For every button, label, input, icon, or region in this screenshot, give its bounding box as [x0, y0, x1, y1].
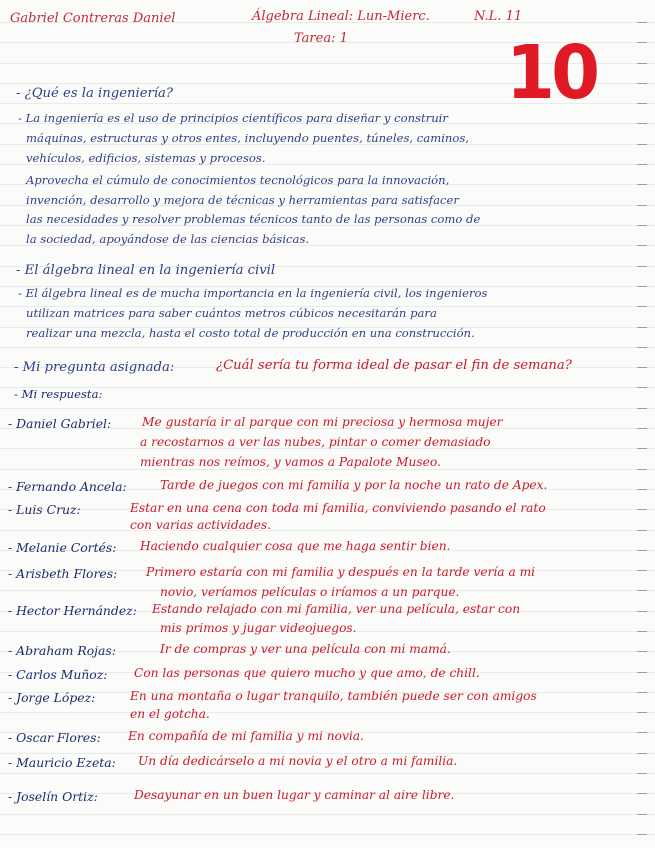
- respondent-name: - Carlos Muñoz:: [8, 667, 108, 682]
- response-line: Me gustaría ir al parque con mi preciosa y hermosa mujer: [142, 415, 503, 429]
- response-line: Con las personas que quiero mucho y que amo, de chill.: [134, 666, 480, 680]
- question-text: ¿Cuál sería tu forma ideal de pasar el fin de semana?: [216, 358, 572, 373]
- response-line: Ir de compras y ver una película con mi mamá.: [160, 642, 451, 656]
- paragraph-line: utilizan matrices para saber cuántos metros cúbicos necesitarán para: [26, 306, 437, 320]
- response-line: Desayunar en un buen lugar y caminar al aire libre.: [134, 788, 455, 802]
- respondent-name: - Arisbeth Flores:: [8, 566, 118, 581]
- paragraph-line: Aprovecha el cúmulo de conocimientos tecnológicos para la innovación,: [26, 173, 450, 187]
- paragraph-line: la sociedad, apoyándose de las ciencias básicas.: [26, 232, 310, 246]
- respondent-name: - Mauricio Ezeta:: [8, 755, 116, 770]
- respondent-name: - Oscar Flores:: [8, 730, 101, 745]
- respondent-name: - Melanie Cortés:: [8, 540, 117, 555]
- respondent-name: - Joselín Ortiz:: [8, 789, 98, 804]
- paragraph-line: invención, desarrollo y mejora de técnicas y herramientas para satisfacer: [26, 193, 459, 207]
- course-name: Álgebra Lineal: Lun-Mierc.: [252, 9, 430, 24]
- paragraph-line: las necesidades y resolver problemas técnicos tanto de las personas como de: [26, 212, 481, 226]
- response-line: Un día dedicárselo a mi novia y el otro a mi familia.: [138, 754, 458, 768]
- respondent-name: - Daniel Gabriel:: [8, 416, 112, 431]
- response-line: a recostarnos a ver las nubes, pintar o comer demasiado: [140, 435, 491, 449]
- response-line: Primero estaría con mi familia y después en la tarde vería a mi: [146, 565, 536, 579]
- response-line: Tarde de juegos con mi familia y por la noche un rato de Apex.: [160, 478, 548, 492]
- paragraph-line: realizar una mezcla, hasta el costo total de producción en una construcción.: [26, 326, 475, 340]
- respondent-name: - Hector Hernández:: [8, 603, 137, 618]
- response-line: Haciendo cualquier cosa que me haga sentir bien.: [140, 539, 451, 553]
- respondent-name: - Abraham Rojas:: [8, 643, 116, 658]
- student-name: Gabriel Contreras Daniel: [10, 11, 176, 26]
- answers-label: - Mi respuesta:: [14, 387, 103, 401]
- response-line: novio, veríamos películas o iríamos a un parque.: [160, 585, 460, 599]
- response-line: En una montaña o lugar tranquilo, también puede ser con amigos: [130, 689, 537, 703]
- section-heading-engineering: - ¿Qué es la ingeniería?: [16, 86, 173, 101]
- response-line: en el gotcha.: [130, 707, 210, 721]
- grade-mark: 10: [506, 30, 597, 116]
- response-line: con varias actividades.: [130, 518, 272, 532]
- response-line: Estar en una cena con toda mi familia, conviviendo pasando el rato: [130, 501, 546, 515]
- paragraph-line: vehículos, edificios, sistemas y procesos.: [26, 151, 266, 165]
- respondent-name: - Luis Cruz:: [8, 502, 81, 517]
- response-line: mis primos y jugar videojuegos.: [160, 621, 357, 635]
- paragraph-line: - El álgebra lineal es de mucha importancia en la ingeniería civil, los ingenieros: [18, 286, 488, 300]
- paragraph-line: máquinas, estructuras y otros entes, incluyendo puentes, túneles, caminos,: [26, 131, 469, 145]
- section-heading-linear-algebra: - El álgebra lineal en la ingeniería civil: [16, 263, 276, 278]
- response-line: En compañía de mi familia y mi novia.: [128, 729, 364, 743]
- respondent-name: - Jorge López:: [8, 690, 96, 705]
- response-line: mientras nos reímos, y vamos a Papalote Museo.: [140, 455, 441, 469]
- paragraph-line: - La ingeniería es el uso de principios científicos para diseñar y construir: [18, 111, 448, 125]
- assignment-title: Tarea: 1: [294, 31, 348, 46]
- respondent-name: - Fernando Ancela:: [8, 479, 127, 494]
- question-label: - Mi pregunta asignada:: [14, 360, 175, 375]
- response-line: Estando relajado con mi familia, ver una película, estar con: [152, 602, 521, 616]
- list-number: N.L. 11: [474, 9, 523, 24]
